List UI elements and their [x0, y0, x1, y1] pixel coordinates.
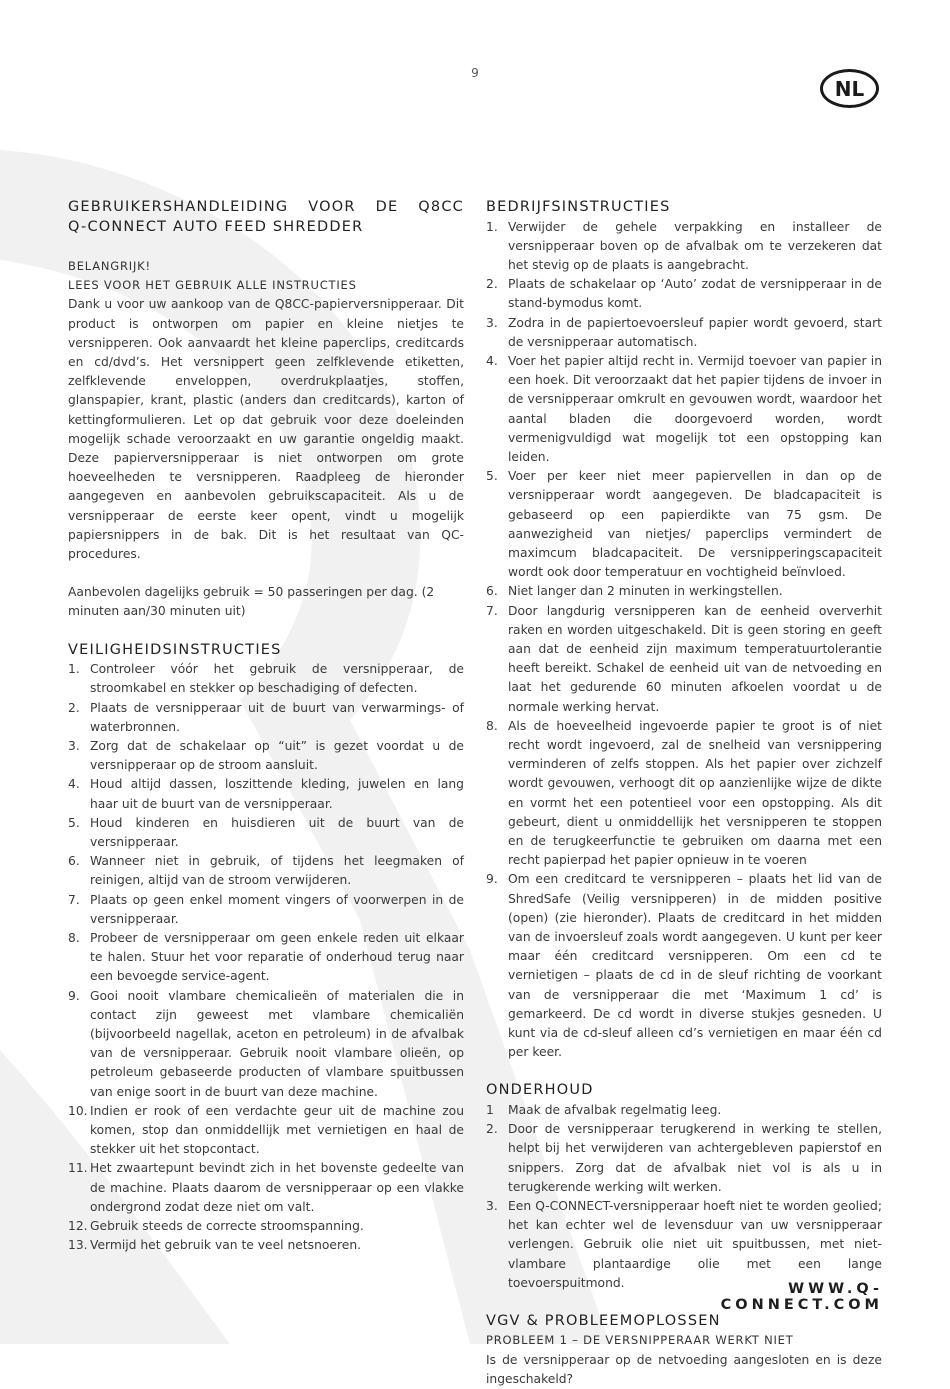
problem-title: PROBLEEM 1 – DE VERSNIPPERAAR WERKT NIET	[486, 1333, 794, 1348]
item-number: 7.	[68, 892, 80, 907]
item-text: Zorg dat de schakelaar op “uit” is gezet voordat u de versnipperaar op de stroom aansluit.	[90, 738, 464, 773]
maintenance-list	[486, 1101, 882, 1293]
list-item	[68, 1102, 464, 1160]
problem-text: Is de versnipperaar op de netvoeding aangesloten en is deze ingeschakeld?	[486, 1352, 882, 1386]
item-text: Als de hoeveelheid ingevoerde papier te groot is of niet recht wordt ingevoerd, zal de snelheid van versnippering verminderen of zelfs stoppen. Als het papier over zichzelf wordt gevouwen, verhoogt dit op aanzienlijke wijze de dikte en vormt het een potentieel voor een opstopping. Als dit gebeurt, dient u onmiddellijk het versnipperen te stoppen en de terugkeerfunctie te gebruiken om daarna met een recht papierpad het papier opnieuw in te voeren	[508, 718, 882, 868]
list-item	[68, 814, 464, 852]
item-number: 9.	[486, 872, 498, 887]
item-text: Indien er rook of een verdachte geur uit de machine zou komen, stop dan onmiddellijk met vernietigen en haal de stekker uit het stopcontact.	[90, 1103, 464, 1157]
list-item	[68, 852, 464, 890]
document-title-line-1: GEBRUIKERSHANDLEIDING VOOR DE Q8CC	[68, 199, 464, 215]
item-text: Plaats op geen enkel moment vingers of voorwerpen in de versnipperaar.	[90, 892, 464, 926]
item-text: Door langdurig versnipperen kan de eenheid oververhit raken en worden uitgeschakeld. Dit is geen storing en geeft aan dat de eenheid zijn maximum temperatuurtolerantie heeft bereikt. Schakel de eenheid uit van de netvoeding en laat het gedurende 60 minuten afkoelen voordat u de normale werking hervat.	[508, 603, 882, 714]
item-number: 3.	[486, 1198, 498, 1213]
important-sublabel: LEES VOOR HET GEBRUIK ALLE INSTRUCTIES	[68, 278, 357, 293]
item-number: 3.	[68, 738, 80, 753]
list-item	[486, 352, 882, 467]
item-number: 5.	[486, 469, 498, 484]
item-number: 12.	[68, 1219, 88, 1234]
item-number: 1.	[486, 219, 498, 234]
item-number: 2.	[68, 700, 80, 715]
list-item	[68, 891, 464, 929]
important-label: BELANGRIJK!	[68, 259, 151, 273]
operating-list	[486, 218, 882, 1063]
item-text: Probeer de versnipperaar om geen enkele reden uit elkaar te halen. Stuur het voor reparatie of onderhoud terug naar een bevoegde service-agent.	[90, 931, 464, 984]
item-text: Zodra in de papiertoevoersleuf papier wordt gevoerd, start de versnipperaar automatisch.	[508, 315, 882, 349]
item-number: 13.	[68, 1238, 88, 1253]
item-number: 6.	[68, 854, 80, 869]
left-column	[68, 198, 464, 1255]
item-text: Controleer vóór het gebruik de versnipperaar, de stroomkabel en stekker op beschadiging of defecten.	[90, 662, 464, 696]
list-item	[486, 467, 882, 582]
list-item	[486, 218, 882, 276]
document-title-line-2: Q-CONNECT AUTO FEED SHREDDER	[68, 218, 364, 235]
list-item	[68, 1159, 464, 1217]
list-item	[68, 737, 464, 775]
item-text: Een Q-CONNECT-versnipperaar hoeft niet te worden geolied; het kan echter wel de levensduur van uw versnipperaar verlengen. Gebruik olie niet uit spuitbussen, met niet-vlambare plantaardige olie met een lange toevoerspuitmond.	[508, 1198, 882, 1290]
safety-list	[68, 660, 464, 1255]
safety-heading: VEILIGHEIDSINSTRUCTIES	[68, 641, 282, 658]
list-item	[486, 582, 882, 601]
item-number: 2.	[486, 277, 498, 292]
item-number: 6.	[486, 584, 498, 599]
item-number: 2.	[486, 1122, 498, 1137]
item-text: Niet langer dan 2 minuten in werkingstellen.	[508, 584, 783, 599]
item-text: Plaats de versnipperaar uit de buurt van verwarmings- of waterbronnen.	[90, 700, 464, 734]
list-item	[486, 314, 882, 352]
important-text: Dank u voor uw aankoop van de Q8CC-papierversnipperaar. Dit product is ontworpen om papier en kleine nietjes te versnipperen. Ook aanvaardt het kleine paperclips, creditcards en cd/dvd’s. Het versnippert geen zelfklevende etiketten, zelfklevende enveloppen, overdrukplaatjes, stoffen, glanspapier, krant, plastic (anders dan creditcards), karton of kettingformulieren. Let op dat gebruik voor deze doeleinden mogelijk schade veroorzaakt en uw garantie ongeldig maakt. Deze papierversnipperaar is niet ontworpen om grote hoeveelheden te versnipperen. Raadpleeg de hieronder aangegeven en aanbevolen gebruikscapaciteit. Als u de versnipperaar de eerste keer opent, vindt u mogelijk papiersnippers in de bak. Dit is het resultaat van QC-procedures.	[68, 297, 464, 562]
item-text: Gebruik steeds de correcte stroomspanning.	[90, 1219, 364, 1234]
item-text: Om een creditcard te versnipperen – plaats het lid van de ShredSafe (Veilig versnipperen) in de midden positive (open) (zie hieronder). Plaats de creditcard in het midden van de invoersleuf zoals wordt aangegeven. U kunt per keer maar één creditcard versnipperen. Om een cd te vernietigen – plaats de cd in de sleuf richting de voorkant van de versnipperaar die met ‘Maximum 1 cd’ is gemarkeerd. De cd wordt in diverse stukjes gesneden. U kunt via de cd-sleuf alleen cd’s vernietigen en maar één cd per keer.	[508, 872, 882, 1060]
item-text: Houd altijd dassen, loszittende kleding, juwelen en lang haar uit de buurt van de versnipperaar.	[90, 777, 464, 811]
page-number: 9	[471, 66, 479, 80]
list-item	[486, 602, 882, 717]
usage-note: Aanbevolen dagelijks gebruik = 50 passeringen per dag. (2 minuten aan/30 minuten uit)	[68, 585, 435, 619]
item-number: 1.	[68, 662, 80, 677]
list-item	[68, 660, 464, 698]
faq-heading: VGV & PROBLEEMOPLOSSEN	[486, 1312, 721, 1329]
list-item	[68, 929, 464, 987]
item-text: Voer het papier altijd recht in. Vermijd toevoer van papier in een hoek. Dit veroorzaakt dat het papier tijdens de invoer in de versnipperaar omkrult en gevouwen wordt, waardoor het aantal bladen die doorgevoerd worden, wordt vermenigvuldigd wat mogelijk tot een opstopping kan leiden.	[508, 353, 882, 464]
list-item	[486, 1120, 882, 1197]
item-text: Het zwaartepunt bevindt zich in het bovenste gedeelte van de machine. Plaats daarom de versnipperaar op een vlakke ondergrond zodat deze niet om valt.	[90, 1161, 464, 1214]
item-number: 9.	[68, 988, 80, 1003]
list-item	[68, 987, 464, 1102]
list-item	[486, 1197, 882, 1293]
list-item	[68, 775, 464, 813]
item-text: Door de versnipperaar terugkerend in werking te stellen, helpt bij het verwijderen van achtergebleven papierstof en snippers. Zorg dat de afvalbak niet vol is als u in terugkerende werking wilt werken.	[508, 1122, 882, 1194]
item-text: Gooi nooit vlambare chemicalieën of materialen die in contact zijn geweest met vlambare chemicaliën (bijvoorbeeld nagellak, aceton en petroleum) in de afvalbak van de versnipperaar. Gebruik nooit vlambare olieën, op petroleum gebaseerde producten of vlambare spuitbussen van enige soort in de buurt van deze machine.	[90, 988, 464, 1099]
item-number: 5.	[68, 815, 80, 830]
right-column	[486, 198, 882, 1389]
item-text: Maak de afvalbak regelmatig leeg.	[508, 1102, 722, 1117]
item-number: 8.	[68, 931, 80, 945]
item-number: 11.	[68, 1161, 88, 1176]
maintenance-heading: ONDERHOUD	[486, 1082, 594, 1099]
item-number: 10.	[68, 1103, 88, 1118]
website-url: WWW.Q-CONNECT.COM	[720, 1281, 883, 1313]
item-text: Plaats de schakelaar op ‘Auto’ zodat de versnipperaar in de stand-bymodus komt.	[508, 277, 882, 311]
list-item	[486, 870, 882, 1062]
item-number: 4.	[68, 777, 80, 792]
item-number: 4.	[486, 353, 498, 368]
list-item	[486, 717, 882, 871]
item-number: 3.	[486, 315, 498, 330]
item-number: 7.	[486, 603, 498, 618]
item-number: 1	[486, 1102, 494, 1117]
item-number: 8.	[486, 718, 498, 733]
item-text: Voer per keer niet meer papiervellen in dan op de versnipperaar wordt aangegeven. De bladcapaciteit is gebaseerd op een papierdikte van 75 gsm. De aanwezigheid van nietjes/ paperclips vermindert de maximcum bladcapaciteit. De versnipperingscapaciteit wordt ook door temperatuur en vochtigheid beïnvloed.	[508, 469, 882, 580]
item-text: Vermijd het gebruik van te veel netsnoeren.	[90, 1238, 362, 1253]
list-item	[486, 1101, 882, 1120]
list-item	[68, 1236, 464, 1255]
list-item	[68, 1217, 464, 1236]
list-item	[68, 699, 464, 737]
list-item	[486, 275, 882, 313]
language-badge: NL	[820, 69, 879, 108]
item-text: Verwijder de gehele verpakking en installeer de versnipperaar boven op de afvalbak om te verzekeren dat het stevig op de plaats is aangebracht.	[508, 219, 882, 272]
item-text: Houd kinderen en huisdieren uit de buurt van de versnipperaar.	[90, 815, 464, 849]
operating-heading: BEDRIJFSINSTRUCTIES	[486, 199, 671, 215]
item-text: Wanneer niet in gebruik, of tijdens het leegmaken of reinigen, altijd van de stroom verwijderen.	[90, 854, 464, 888]
